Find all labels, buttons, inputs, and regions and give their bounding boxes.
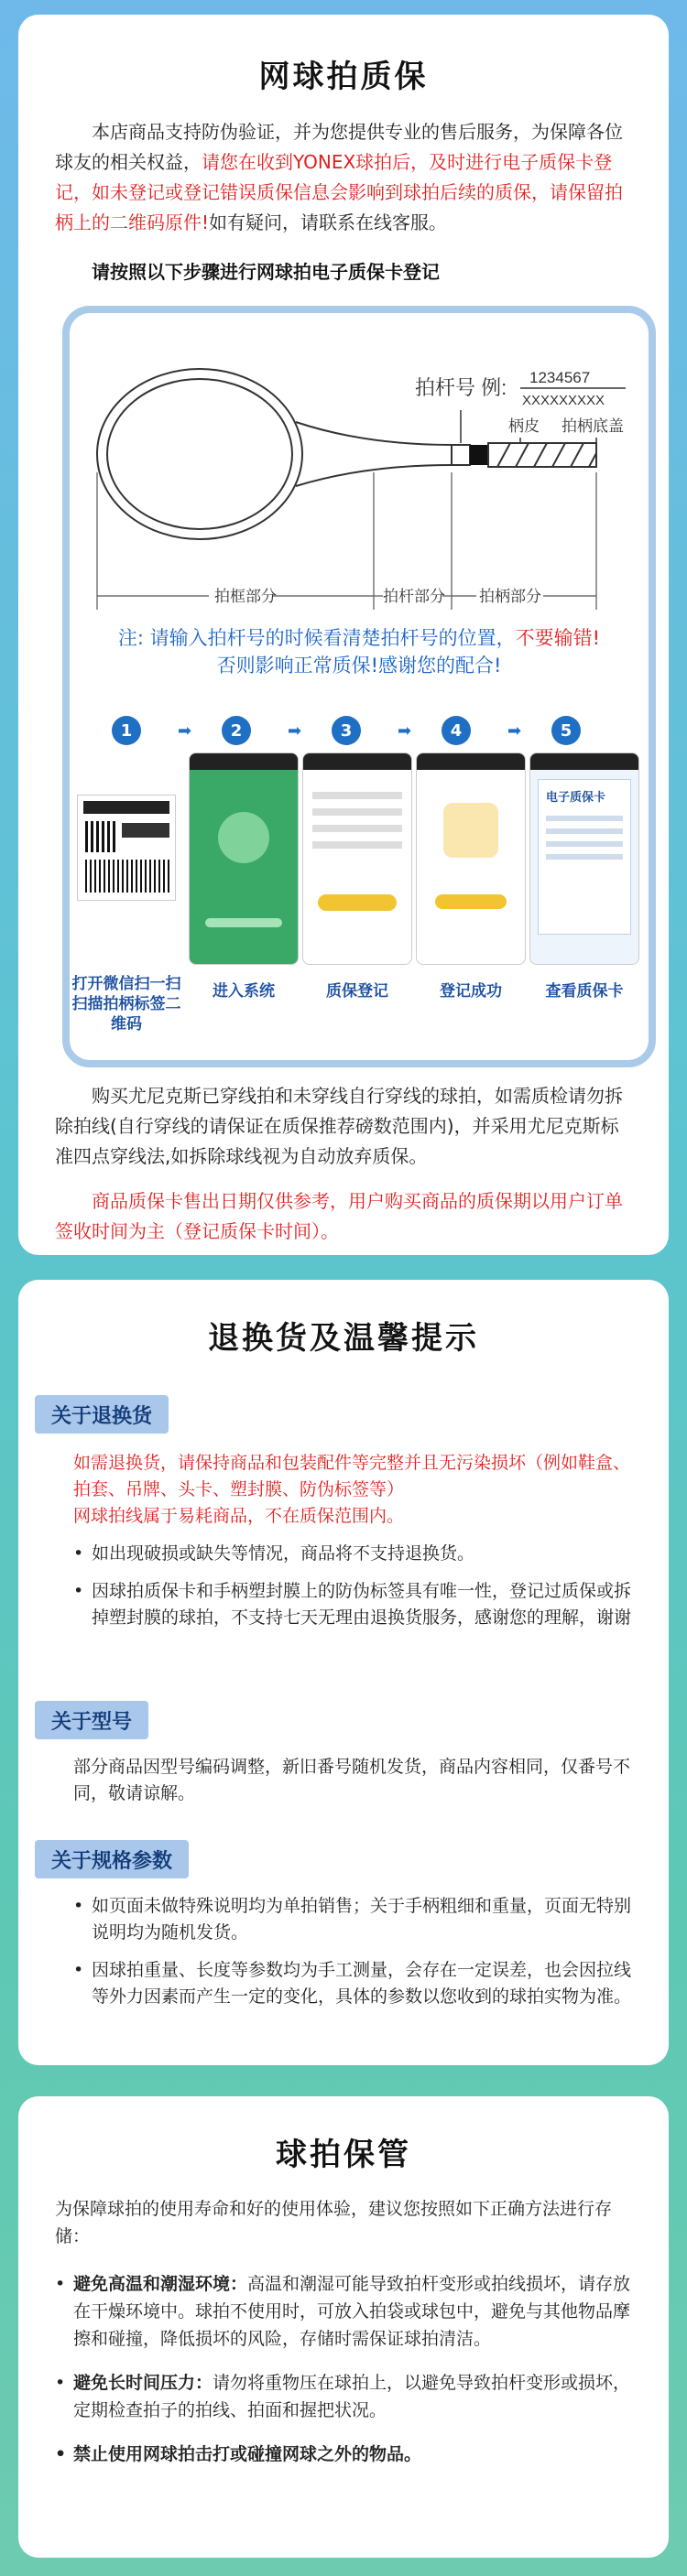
stringing-note: 购买尤尼克斯已穿线拍和未穿线自行穿线的球拍，如需质检请勿拆除拍线(自行穿线的请保证在质保推荐磅数范围内)，并采用尤尼克斯标准四点穿线法,如拆除球线视为自动放弃质保。 [55,1085,623,1167]
care-item-head: 避免长时间压力： [73,2373,213,2393]
model-section: 部分商品因型号编码调整，新旧番号随机发货，商品内容相同，仅番号不同，敬请谅解。 [73,1757,631,1803]
step-3-label: 质保登记 [326,982,388,1001]
step-2-label: 进入系统 [213,982,275,1001]
warranty-title: 网球拍质保 [258,59,429,95]
care-item-text: 请勿将重物压在球拍上，以避免导致拍杆变形或损坏，定期检查拍子的拍线、拍面和握把状况。 [73,2373,631,2420]
step-4-badge: 4 [442,716,471,745]
warranty-card [18,15,669,1255]
list-item [55,2369,632,2424]
steps-title: 请按照以下步骤进行网球拍电子质保卡登记 [92,261,440,283]
serial-label: 拍杆号 例: [415,376,507,399]
strings-consumable-text: 网球拍线属于易耗商品，不在质保范围内。 [73,1506,405,1526]
frame-part-label: 拍框部分 [214,588,277,605]
step-3-badge: 3 [332,716,361,745]
phone-screen-success [416,752,526,965]
list-item: • 如出现破损或缺失等情况，商品将不支持退换货。 [73,1541,632,1567]
racket-diagram [90,326,639,619]
butt-cap-label: 拍柄底盖 [562,417,624,435]
step-2-badge: 2 [222,716,251,745]
section-tag-specs: 关于规格参数 [35,1840,189,1878]
note-warning: 不要输错! [515,627,601,649]
arrow-right-icon: ➡ [398,721,412,741]
care-item-text: 高温和潮湿可能导致拍杆变形或拍线损坏，请存放在干燥环境中。球拍不使用时，可放入拍袋或球包中，避免与其他物品摩擦和碰撞，降低损坏的风险，存储时需保证球拍清洁。 [73,2274,631,2349]
handle-label-qrcode [77,795,176,901]
step-4-label: 登记成功 [440,982,502,1001]
warranty-date-note: 商品质保卡售出日期仅供参考，用户购买商品的质保期以用户订单签收时间为主（登记质保卡时间）。 [55,1190,623,1242]
returns-title: 退换货及温馨提示 [208,1320,479,1357]
care-title: 球拍保管 [276,2137,411,2173]
care-card [18,2096,669,2558]
arrow-right-icon: ➡ [507,721,522,741]
step-5-badge: 5 [551,716,581,745]
phone-screen-register [302,752,412,965]
list-item [55,2270,632,2353]
warranty-intro [55,117,632,238]
care-item-head: 禁止使用网球拍击打或碰撞网球之外的物品。 [73,2444,422,2464]
phone-screen-system [189,752,299,965]
step-1-badge: 1 [112,716,141,745]
serial-note [70,624,649,679]
care-list [55,2270,632,2468]
arrow-right-icon: ➡ [178,721,192,741]
returns-condition-text: 如需退换货，请保持商品和包装配件等完整并且无污染损坏（例如鞋盒、拍套、吊牌、头卡、塑封膜、防伪标签等） [73,1453,631,1499]
section-tag-returns: 关于退换货 [35,1395,169,1434]
note-text: 注: 请输入拍杆号的时候看清楚拍杆号的位置， [117,627,516,649]
registration-steps [70,716,649,1034]
care-item-head: 避免高温和潮湿环境： [73,2274,248,2294]
list-item: • 如页面未做特殊说明均为单拍销售；关于手柄粗细和重量，页面无特别说明均为随机发货。 [73,1893,632,1946]
serial-example: 1234567 [529,369,591,386]
registration-diagram [62,306,656,1067]
phone-screen-warranty-card [529,752,639,965]
specs-section [73,1893,632,2010]
serial-mask: XXXXXXXXX [522,393,605,408]
intro-contact-text: 如有疑问，请联系在线客服。 [209,211,448,233]
returns-card [18,1280,669,2065]
list-item: • 因球拍质保卡和手柄塑封膜上的防伪标签具有唯一性，登记过质保或拆掉塑封膜的球拍，不支持七天无理由退换货服务，感谢您的理解，谢谢 [73,1578,632,1631]
step-5-label: 查看质保卡 [545,982,624,1001]
grip-skin-label: 柄皮 [508,417,540,435]
intro-text: 本店商品支持防伪验证，并为您提供专业的售后服务，为保障各位球友的相关权益， [55,121,623,173]
list-item: • 因球拍重量、长度等参数均为手工测量，会存在一定误差，也会因拉线等外力因素而产生一定的变化，具体的参数以您收到的球拍实物为准。 [73,1957,632,2010]
warranty-notes [55,1081,632,1247]
handle-part-label: 拍柄部分 [479,588,541,605]
section-tag-model: 关于型号 [35,1701,148,1739]
note-line-2: 否则影响正常质保!感谢您的配合! [216,655,502,676]
intro-red-text: 请您在收到YONEX球拍后，及时进行电子质保卡登记，如未登记或登记错误质保信息会影响到球拍后续的质保，请保留拍柄上的二维码原件! [55,151,623,233]
returns-section [73,1450,632,1631]
arrow-right-icon: ➡ [288,721,302,741]
care-intro: 为保障球拍的使用寿命和好的使用体验，建议您按照如下正确方法进行存储： [55,2199,613,2246]
shaft-part-label: 拍杆部分 [383,588,445,605]
step-1-label: 打开微信扫一扫扫描拍柄标签二维码 [71,975,181,1034]
phone-card-title: 电子质保卡 [546,791,606,805]
list-item [55,2441,632,2468]
